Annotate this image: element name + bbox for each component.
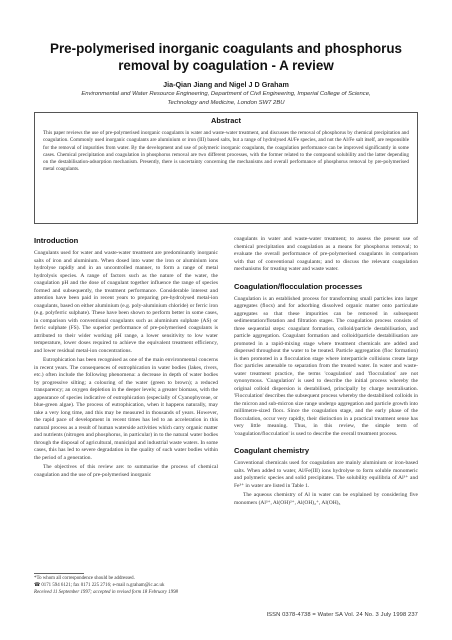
affiliation-line-2: Technology and Medicine, London SW7 2BU <box>167 99 285 106</box>
paper-title <box>30 40 422 74</box>
coagulation-paragraph: Coagulation is an established process for transforming small particles into larger aggregates (flocs) and for adsorbing dissolved organic matter onto particulate aggregates so that these impurities can be removed in subsequent sedimentation/flotation and filtration stages. The coagulation process consists of three sequential steps: coagulant formation, colloid/particle destabilisation, and particle aggregation. Coagulant formation and colloid/particle destabilisation are promoted in a rapid-mixing stage where treatment chemicals are added and dispersed throughout the water to be treated. Particle aggregation (floc formation) is then promoted in a flocculation stage where interparticle collisions create large floc particles amenable to separation from the treated water. In water and waste-water treatment practice, the terms 'coagulation' and 'flocculation' are not synonymous. 'Coagulation' is used to describe the initial process whereby the original colloid dispersion is destabilised, principally by charge neutralisation. 'Flocculation' describes the subsequent process whereby the destabilised colloids in the micron and sub-micron size range undergo aggregation and particle growth into millimetre-sized flocs. Since the coagulation stage, and the early phase of the flocculation, occur very rapidly, their distinction in a practical treatment sense has very little meaning. Thus, in this review, the simple term of 'coagulation/flocculation' is used to describe the overall treatment process. <box>234 295 418 437</box>
footnote-correspondence: *To whom all correspondence should be addressed. <box>34 576 135 581</box>
chemistry-paragraph-1: Conventional chemicals used for coagulation are mainly aluminium or iron-based salts. When added to water, Al/Fe(III) ions hydrolyse to form soluble monomeric and polymeric species and solid precipitates. The solubility equilibria of Al³⁺ and Fe³⁺ in water are listed in Table 1. <box>234 460 418 489</box>
footnote-received: Received 11 September 1997; accepted in revised form 18 February 1998 <box>34 590 178 595</box>
abstract-heading: Abstract <box>211 116 241 125</box>
footnote-contact: ☎ 0171 594 6121; fax 0171 225 2716; e-mail n.graham@ic.ac.uk <box>34 583 165 588</box>
affiliation <box>70 90 382 107</box>
coagulant-chemistry-heading: Coagulant chemistry <box>234 446 310 455</box>
title-line-1: Pre-polymerised inorganic coagulants and phosphorus <box>50 41 402 56</box>
title-line-2: removal by coagulation - A review <box>118 58 334 73</box>
footnote-divider <box>34 573 84 574</box>
journal-footer: ISSN 0378-4738 = Water SA Vol. 24 No. 3 July 1998 237 <box>266 612 418 618</box>
introduction-heading: Introduction <box>34 236 79 245</box>
authors: Jia-Qian Jiang and Nigel J D Graham <box>163 80 289 89</box>
affiliation-line-1: Environmental and Water Resource Engineering, Department of Civil Engineering, Imperial College of Science, <box>81 91 371 97</box>
left-column <box>34 236 218 481</box>
intro-paragraph-1: Coagulants used for water and waste-water treatment are predominantly inorganic salts of iron and aluminium. When dosed into water the iron or aluminium ions hydrolyse rapidly and in an uncontrolled manner, to form a range of metal hydrolysis species. A range of factors such as the nature of the water, the coagulation pH and the dose of coagulant together influence the range of species formed and subsequently, the treatment performance. Considerable interest and attention have been paid in recent years to preparing pre-hydrolysed metal-ion coagulants, based on either aluminium (e.g. poly-aluminium chloride) or ferric iron (e.g. polyferric sulphate). These have been shown to perform better in some cases, in comparison with conventional coagulants such as aluminium sulphate (AS) or ferric sulphate (FS). The superior performance of pre-polymerised coagulants is attributed to their wider working pH range, a lower sensitivity to low water temperature, lower doses required to achieve the equivalent treatment efficiency, and lower residual metal-ion concentrations. <box>34 250 218 354</box>
abstract-text: This paper reviews the use of pre-polymerised inorganic coagulants in water and waste-water treatment, and discusses the removal of phosphorus by chemical precipitation and coagulation. Commonly used inorganic coagulants are aluminium or iron (III) based salts, but a range of hydrolysed Al/Fe species, and not the Al/Fe salt itself, are responsible for the removal of impurities from water. By the development and use of polymeric inorganic coagulants, the coagulation performance can be improved significantly in some cases. Chemical precipitation and coagulation in phosphorus removal are two different processes, with the former related to the compound solubility and the latter depending on the destabilisation-adsorption mechanism. Presently, there is uncertainty concerning the mechanisms and overall performance of phosphorus removal by pre-polymerised metal coagulants. <box>43 130 409 173</box>
abstract-box <box>34 112 418 224</box>
intro-paragraph-3: The objectives of this review are: to summarise the process of chemical coagulation and the use of pre-polymerised inorganic <box>34 464 218 478</box>
coagulation-heading: Coagulation/flocculation processes <box>234 281 363 291</box>
right-column <box>234 236 418 509</box>
intro-paragraph-2: Eutrophication has been recognised as one of the main environmental concerns in recent years. The consequences of eutrophication in water bodies (lakes, rivers, etc.) often include the following phenomena: a decrease in depth of water bodies by progressive silting; a colouring of the water (green to brown); a reduced transparency; an oxygen depletion in the deeper levels; a greater biomass, with the appearance of species indicative of eutrophication (especially of Cyanophyceae, or blue-green algae). The process of eutrophication, when it happens naturally, may take a very long time, and this may be measured in thousands of years. However, the rapid pace of development in recent times has led to an acceleration in this natural process as a result of human waterside activities which carry organic matter and nutrients (nitrogen and phosphorus, in particular) in to the natural water bodies through the disposal of agricultural, municipal and industrial waste waters. In some cases, this has led to severe degradation in the quality of such water bodies within the period of a generation. <box>34 357 218 461</box>
intro-continuation: coagulants in water and waste-water treatment; to assess the present use of chemical precipitation and coagulation as a means for phosphorus removal; to evaluate the overall performance of pre-polymerised coagulants in comparison with that of conventional coagulants; and to discuss the relevant coagulation mechanisms for treating water and waste water. <box>234 236 418 272</box>
chemistry-paragraph-2: The aqueous chemistry of Al in water can be explained by considering five monomers (Al³⁺, Al(OH)²⁺, Al(OH)₂⁺, Al(OH)₃ <box>234 492 418 506</box>
